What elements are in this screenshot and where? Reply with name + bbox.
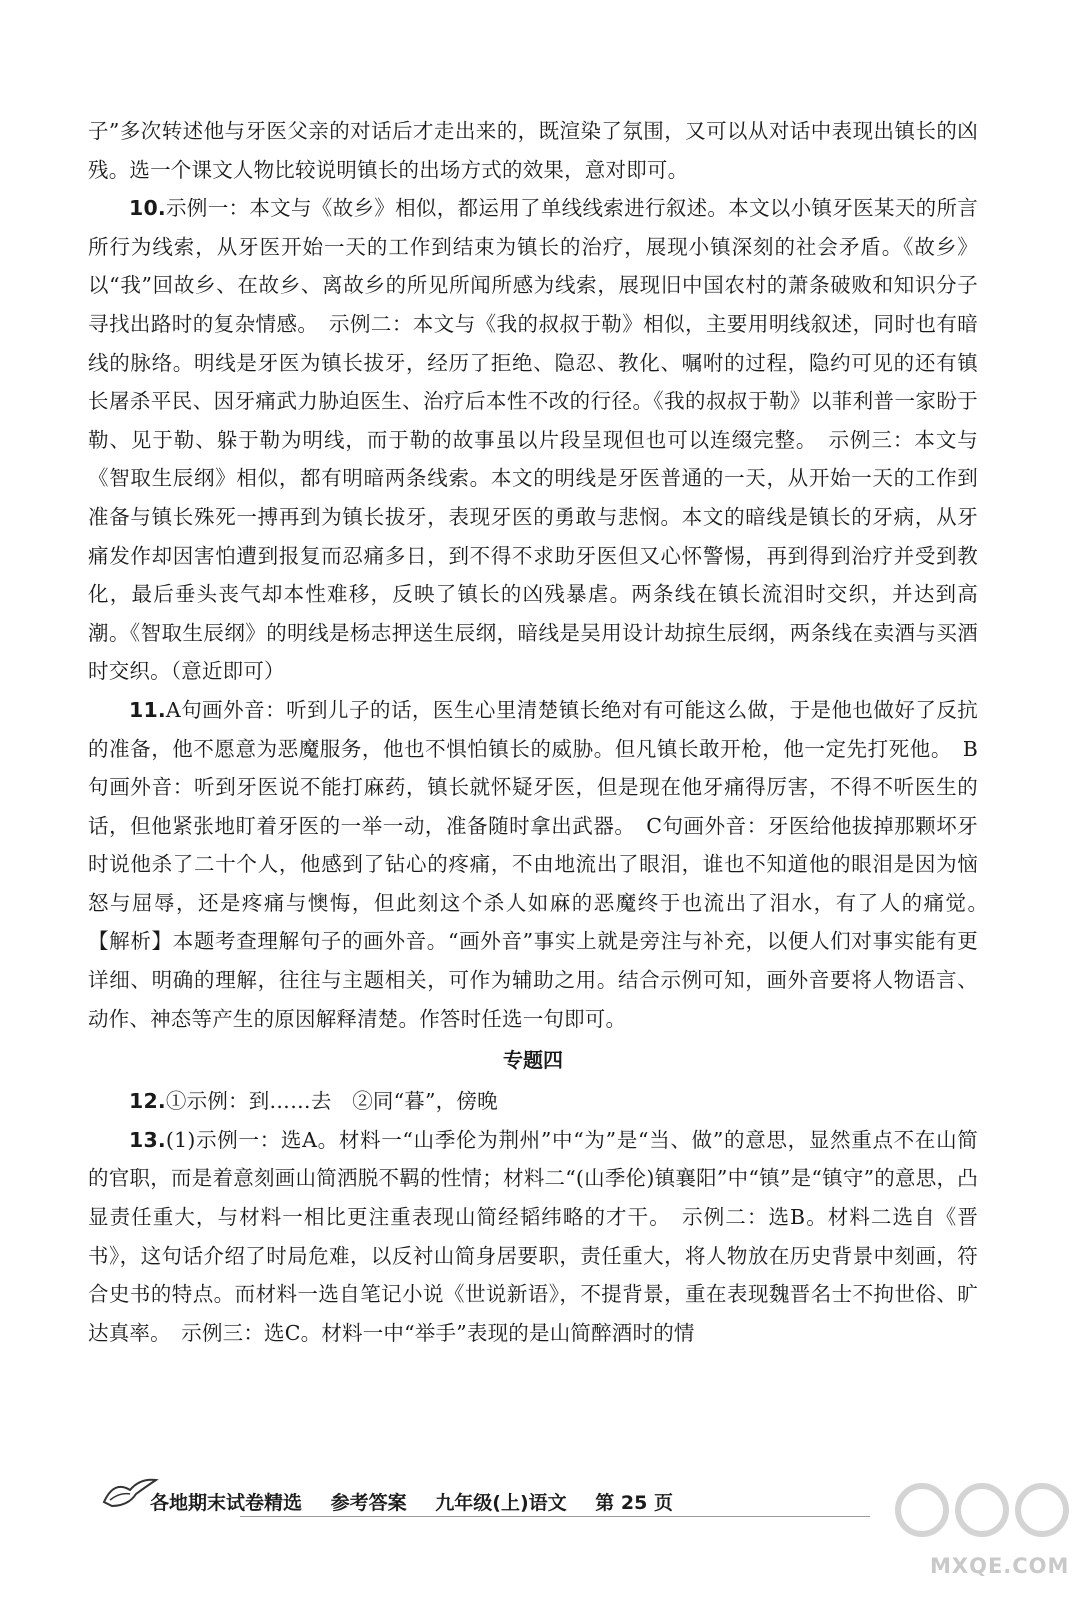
- question-number: 10.: [129, 196, 166, 221]
- question-number: 13.: [129, 1127, 166, 1152]
- watermark-logo-icon: [894, 1470, 1074, 1550]
- answer-10: [88, 189, 978, 691]
- paragraph-group-1: [88, 112, 999, 1038]
- footer-grade: 九年级(上)语文: [435, 1492, 567, 1514]
- footer-section: 参考答案: [330, 1492, 407, 1514]
- paragraph-text: A句画外音：听到儿子的话，医生心里清楚镇长绝对有可能这么做，于是他也做好了反抗的准备，他不愿意为恶魔服务，他也不惧怕镇长的威胁。但凡镇长敢开枪，他一定先打死他。 B句画外音：听到牙医说不能打麻药，镇长就怀疑牙医，但是现在他牙痛得厉害，不得不听医生的话，但他紧张地盯着牙医的一举一动，准备随时拿出武器。 C句画外音：牙医给他拔掉那颗坏牙时说他杀了二十个人，他感到了钻心的疼痛，不由地流出了眼泪，谁也不知道他的眼泪是因为恼怒与屈辱，还是疼痛与懊悔，但此刻这个杀人如麻的恶魔终于也流出了泪水，有了人的痛觉。 【解析】本题考查理解句子的画外音。“画外音”事实上就是旁注与补充，以便人们对事实能有更详细、明确的理解，往往与主题相关，可作为辅助之用。结合示例可知，画外音要将人物语言、动作、神态等产生的原因解释清楚。作答时任选一句即可。: [88, 697, 999, 1031]
- question-number: 12.: [129, 1089, 166, 1114]
- watermark-text: MXQE.COM: [930, 1554, 1070, 1578]
- answer-11: [88, 691, 999, 1038]
- answer-13: [88, 1121, 978, 1353]
- answer-12: [88, 1082, 978, 1121]
- paragraph-continued: [88, 112, 978, 189]
- paragraph-group-2: [88, 1082, 978, 1352]
- watermark: [894, 1470, 1074, 1590]
- footer-divider: [240, 1516, 870, 1517]
- paragraph-text: 示例一：本文与《故乡》相似，都运用了单线线索进行叙述。本文以小镇牙医某天的所言所行为线索，从牙医开始一天的工作到结束为镇长的治疗，展现小镇深刻的社会矛盾。《故乡》以“我”回故乡、在故乡、离故乡的所见所闻所感为线索，展现旧中国农村的萧条破败和知识分子寻找出路时的复杂情感。 示例二：本文与《我的叔叔于勒》相似，主要用明线叙述，同时也有暗线的脉络。明线是牙医为镇长拔牙，经历了拒绝、隐忍、教化、嘱咐的过程，隐约可见的还有镇长屠杀平民、因牙痛武力胁迫医生、治疗后本性不改的行径。《我的叔叔于勒》以菲利普一家盼于勒、见于勒、躲于勒为明线，而于勒的故事虽以片段呈现但也可以连缀完整。 示例三：本文与《智取生辰纲》相似，都有明暗两条线索。本文的明线是牙医普通的一天，从开始一天的工作到准备与镇长殊死一搏再到为镇长拔牙，表现牙医的勇敢与悲悯。本文的暗线是镇长的牙病，从牙痛发作却因害怕遭到报复而忍痛多日，到不得不求助牙医但又心怀警惕，再到得到治疗并受到教化，最后垂头丧气却本性难移，反映了镇长的凶残暴虐。两条线在镇长流泪时交织，并达到高潮。《智取生辰纲》的明线是杨志押送生辰纲，暗线是吴用设计劫掠生辰纲，两条线在卖酒与买酒时交织。（意近即可）: [88, 196, 978, 684]
- footer-book-title: 各地期末试卷精选: [150, 1492, 303, 1514]
- page-footer: [150, 1488, 870, 1515]
- paragraph-text: (1)示例一：选A。材料一“山季伦为荆州”中“为”是“当、做”的意思，显然重点不在山简的官职，而是着意刻画山简洒脱不羁的性情；材料二“(山季伦)镇襄阳”中“镇”是“镇守”的意思，凸显责任重大，与材料一相比更注重表现山简经韬纬略的才干。 示例二：选B。材料二选自《晋书》，这句话介绍了时局危难，以反衬山简身居要职，责任重大，将人物放在历史背景中刻画，符合史书的特点。而材料一选自笔记小说《世说新语》，不提背景，重在表现魏晋名士不拘世俗、旷达真率。 示例三：选C。材料一中“举手”表现的是山简醉酒时的情: [88, 1127, 978, 1345]
- paragraph-text: 子”多次转述他与牙医父亲的对话后才走出来的，既渲染了氛围，又可以从对话中表现出镇长的凶残。选一个课文人物比较说明镇长的出场方式的效果，意对即可。: [88, 119, 978, 182]
- paragraph-text: ①示例：到……去 ②同“暮”，傍晚: [165, 1089, 498, 1114]
- footer-page-number: 第 25 页: [595, 1492, 673, 1514]
- answer-page: [88, 112, 999, 1352]
- question-number: 11.: [129, 697, 166, 722]
- section-title: 专题四: [503, 1048, 563, 1073]
